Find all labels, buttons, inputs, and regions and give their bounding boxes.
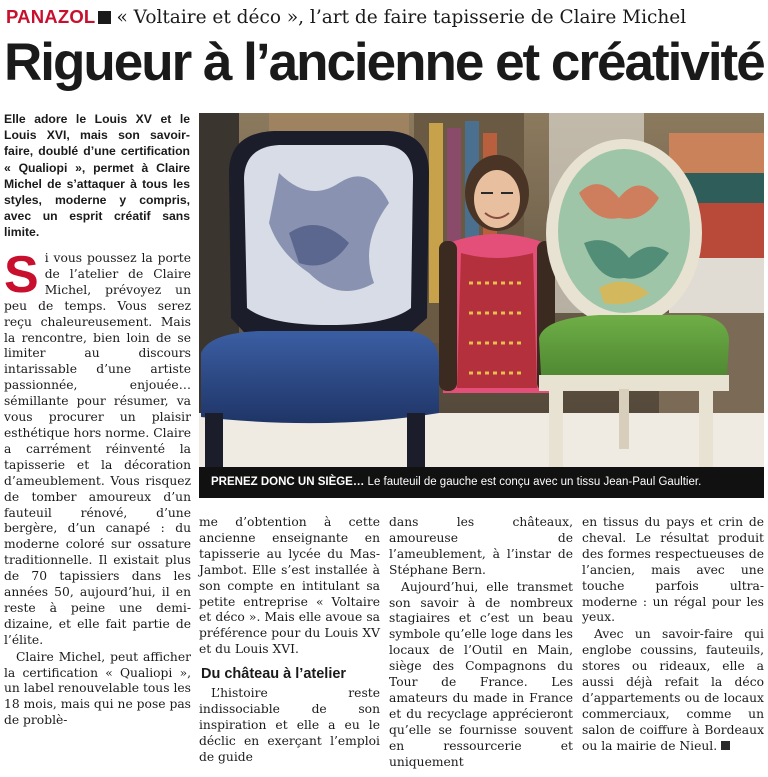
caption-lead: PRENEZ DONC UN SIÈGE… bbox=[211, 476, 365, 488]
paragraph bbox=[582, 627, 764, 754]
column-2 bbox=[199, 515, 380, 775]
column-1 bbox=[4, 246, 191, 775]
column-3 bbox=[389, 515, 573, 775]
photo-caption bbox=[199, 467, 764, 498]
paragraph: dans les châteaux, amoureuse de l’ameublement, à l’instar de Stéphane Bern. bbox=[389, 515, 573, 577]
headline: Rigueur à l’ancienne et créativité bbox=[4, 33, 764, 92]
paragraph-text: i vous poussez la porte de l’atelier de Claire Michel, prévoyez un peu de temps. Vous serez reçu chaleureusement. Mais la rencontre, bien loin de se limiter au discours intarissable d’une artiste passionnée, enjouée… sémillante pour résumer, va vous procurer un plaisir esthétique hors norme. Claire a carrément réinventé la tapisserie et la décoration d’ameublement. Vous risquez de tomber amoureux d’un fauteuil rénové, d’une bergère, d’un canapé : du moderne coloré sur ossature traditionnelle. Il existait plus de 70 tapissiers dans les années 50, aujourd’hui, il en reste à peine une demi-dizaine, et elle fait partie de l’élite. bbox=[4, 251, 191, 647]
subheading: Du château à l’atelier bbox=[201, 666, 347, 683]
paragraph bbox=[4, 246, 191, 649]
paragraph: Claire Michel, peut afficher la certification « Qualiopi », un label renouvelable tous les 18 mois, mais qui ne pose pas de problè- bbox=[4, 649, 191, 728]
location-label: PANAZOL bbox=[6, 6, 96, 27]
paragraph: Aujourd’hui, elle transmet son savoir à de nombreux stagiaires et c’est un beau symbole qu’elle loge dans les locaux de l’Outil en Main, siège des Compagnons du Tour de France. Les amateurs du made in France et du recyclage apprécieront qu’elle se fournisse souvent en ressourcerie et uniquement bbox=[389, 579, 573, 769]
kicker-text: « Voltaire et déco », l’art de faire tapisserie de Claire Michel bbox=[116, 7, 687, 28]
paragraph: en tissus du pays et crin de cheval. Le résultat produit des formes respectueuses de l’ancien, mais avec une touche parfois ultra-moderne : un régal pour les yeux. bbox=[582, 515, 764, 625]
paragraph-text: Avec un savoir-faire qui englobe coussins, fauteuils, stores ou rideaux, elle a aussi déjà refait la déco d’appartements ou de locaux commerciaux, comme un salon de coiffure à Bordeaux ou la mairie de Nieul. bbox=[582, 627, 764, 753]
column-4 bbox=[582, 515, 764, 775]
paragraph: L’histoire reste indissociable de son inspiration et elle a eu le déclic en exerçant l’emploi de guide bbox=[199, 686, 380, 764]
photo-illustration bbox=[199, 113, 764, 467]
black-square-icon bbox=[98, 11, 111, 24]
article-photo bbox=[199, 113, 764, 498]
end-mark-icon bbox=[721, 741, 730, 750]
standfirst: Elle adore le Louis XV et le Louis XVI, mais son savoir-faire, doublé d’une certification « Qualiopi », permet à Claire Michel de s’attaquer à tous les styles, moderne y compris, avec un esprit créatif sans limite. bbox=[4, 112, 190, 240]
paragraph: me d’obtention à cette ancienne enseignante en tapisserie au lycée du Mas-Jambot. Elle s’est installée à son compte en intitulant sa petite entreprise « Voltaire et déco ». Mais elle avoue sa préférence pour du Louis XV et du Louis XVI. bbox=[199, 515, 380, 657]
caption-text: Le fauteuil de gauche est conçu avec un tissu Jean-Paul Gaultier. bbox=[364, 476, 702, 488]
drop-cap: S bbox=[4, 246, 39, 304]
kicker bbox=[6, 4, 762, 30]
